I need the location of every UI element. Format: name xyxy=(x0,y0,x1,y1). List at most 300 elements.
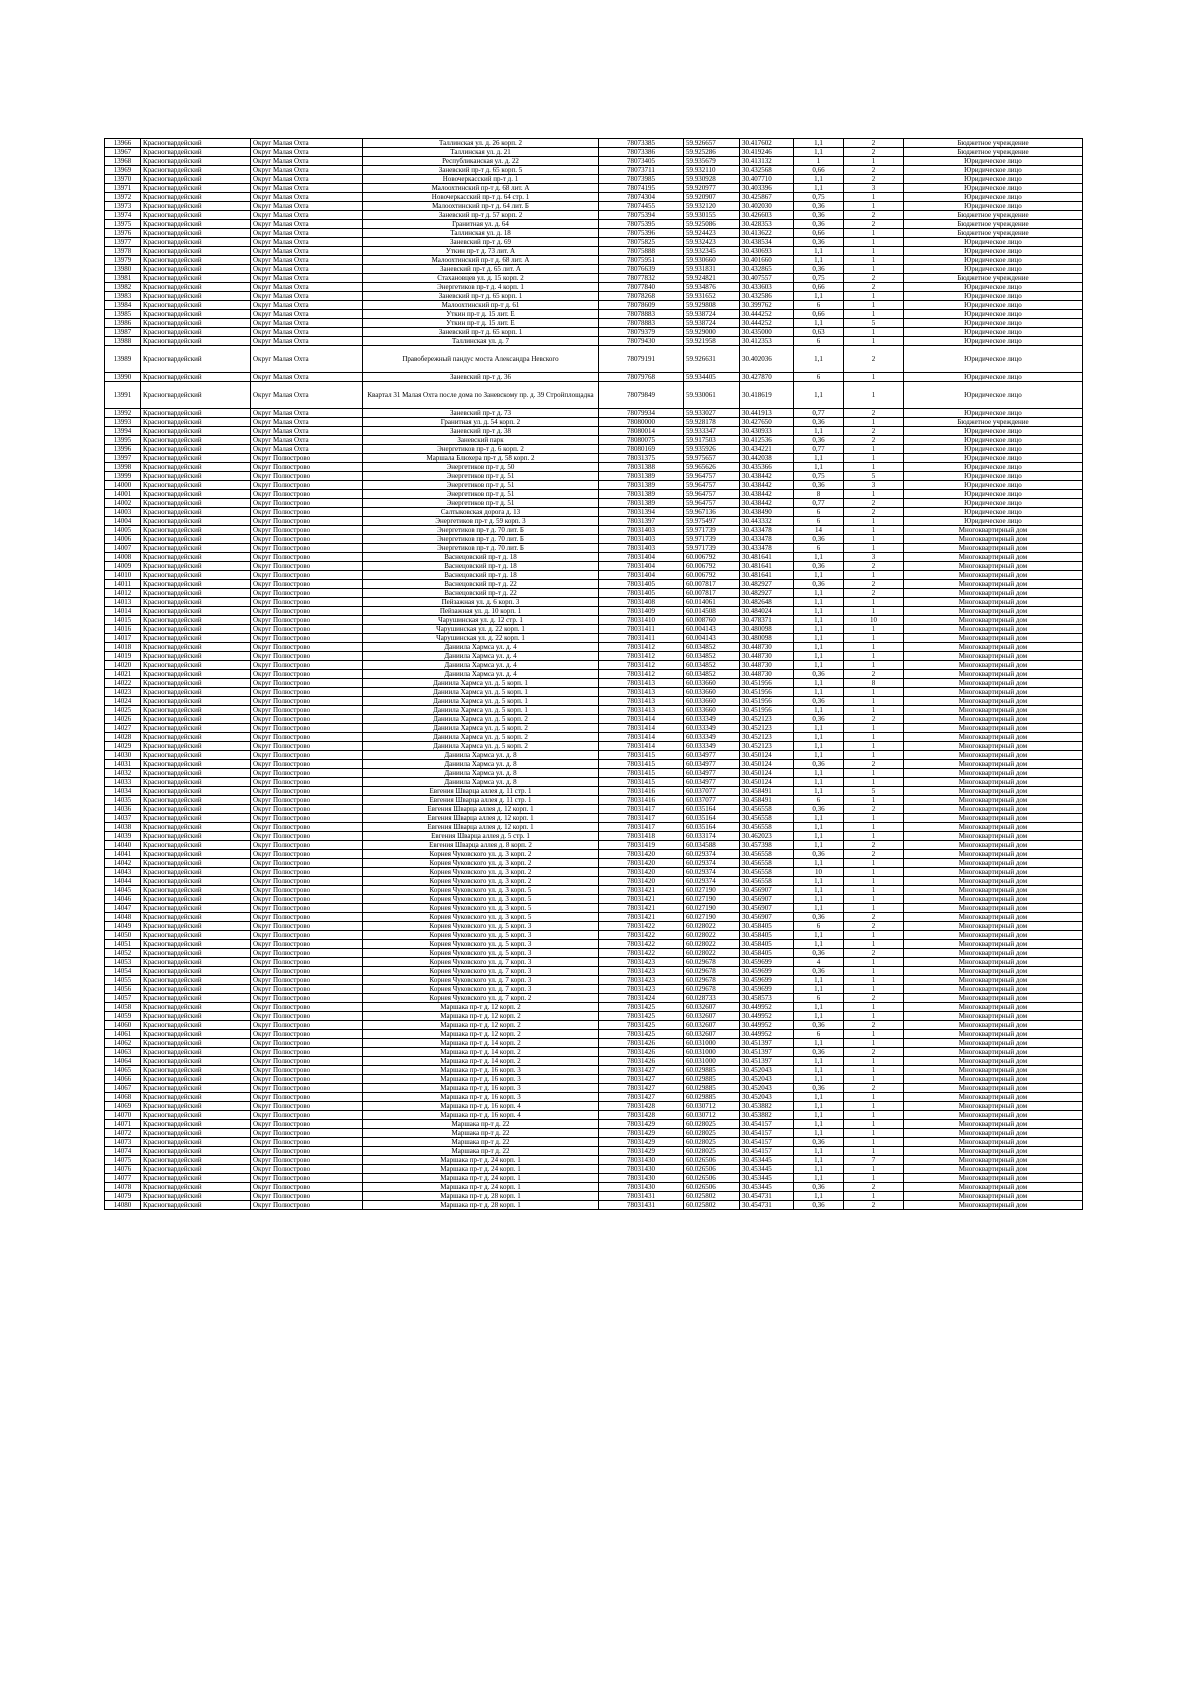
count-cell: 1 xyxy=(844,292,904,301)
address-cell: Маршака пр-т д. 14 корп. 2 xyxy=(363,1039,599,1048)
municipality-cell: Округ Малая Охта xyxy=(251,382,363,409)
owner-type-cell: Многоквартирный дом xyxy=(904,1021,1083,1030)
row-number-cell: 13967 xyxy=(105,148,141,157)
district-cell: Красногвардейский xyxy=(141,499,251,508)
object-code-cell: 78031423 xyxy=(599,985,684,994)
owner-type-cell: Многоквартирный дом xyxy=(904,1093,1083,1102)
row-number-cell: 14018 xyxy=(105,643,141,652)
address-cell: Маршака пр-т д. 22 xyxy=(363,1120,599,1129)
volume-cell: 0,36 xyxy=(794,1084,844,1093)
municipality-cell: Округ Полюстрово xyxy=(251,1075,363,1084)
table-row xyxy=(105,562,1083,571)
table-row xyxy=(105,418,1083,427)
owner-type-cell: Бюджетное учреждение xyxy=(904,148,1083,157)
count-cell: 1 xyxy=(844,193,904,202)
owner-type-cell: Бюджетное учреждение xyxy=(904,274,1083,283)
object-code-cell: 78077840 xyxy=(599,283,684,292)
object-code-cell: 78031394 xyxy=(599,508,684,517)
object-code-cell: 78031430 xyxy=(599,1165,684,1174)
table-row xyxy=(105,922,1083,931)
municipality-cell: Округ Малая Охта xyxy=(251,445,363,454)
count-cell: 1 xyxy=(844,634,904,643)
count-cell: 5 xyxy=(844,319,904,328)
municipality-cell: Округ Полюстрово xyxy=(251,895,363,904)
longitude-cell: 30.459699 xyxy=(740,958,794,967)
municipality-cell: Округ Полюстрово xyxy=(251,967,363,976)
address-cell: Таллинская ул. д. 26 корп. 2 xyxy=(363,139,599,148)
table-row xyxy=(105,247,1083,256)
count-cell: 1 xyxy=(844,571,904,580)
address-cell: Даниила Хармса ул. д. 4 xyxy=(363,670,599,679)
row-number-cell: 14058 xyxy=(105,1003,141,1012)
owner-type-cell: Многоквартирный дом xyxy=(904,913,1083,922)
address-cell: Корнея Чуковского ул. д. 3 корп. 2 xyxy=(363,859,599,868)
volume-cell: 1,1 xyxy=(794,625,844,634)
table-row xyxy=(105,1021,1083,1030)
latitude-cell: 60.031000 xyxy=(684,1048,740,1057)
count-cell: 1 xyxy=(844,688,904,697)
volume-cell: 0,36 xyxy=(794,697,844,706)
district-cell: Красногвардейский xyxy=(141,715,251,724)
volume-cell: 6 xyxy=(794,544,844,553)
municipality-cell: Округ Малая Охта xyxy=(251,139,363,148)
address-cell: Корнея Чуковского ул. д. 3 корп. 2 xyxy=(363,850,599,859)
volume-cell: 1,1 xyxy=(794,247,844,256)
table-row xyxy=(105,913,1083,922)
district-cell: Красногвардейский xyxy=(141,157,251,166)
latitude-cell: 59.935926 xyxy=(684,445,740,454)
table-row xyxy=(105,985,1083,994)
longitude-cell: 30.448730 xyxy=(740,670,794,679)
latitude-cell: 59.917503 xyxy=(684,436,740,445)
owner-type-cell: Многоквартирный дом xyxy=(904,859,1083,868)
district-cell: Красногвардейский xyxy=(141,256,251,265)
count-cell: 1 xyxy=(844,742,904,751)
count-cell: 1 xyxy=(844,202,904,211)
count-cell: 1 xyxy=(844,1111,904,1120)
district-cell: Красногвардейский xyxy=(141,1048,251,1057)
address-cell: Республиканская ул. д. 22 xyxy=(363,157,599,166)
count-cell: 10 xyxy=(844,616,904,625)
address-cell: Васнецовский пр-т д. 18 xyxy=(363,562,599,571)
row-number-cell: 14070 xyxy=(105,1111,141,1120)
municipality-cell: Округ Полюстрово xyxy=(251,1120,363,1129)
table-row xyxy=(105,805,1083,814)
count-cell: 1 xyxy=(844,1192,904,1201)
address-cell: Энергетиков пр-т д. 70 лит. Б xyxy=(363,544,599,553)
longitude-cell: 30.453445 xyxy=(740,1165,794,1174)
row-number-cell: 14047 xyxy=(105,904,141,913)
object-code-cell: 78031389 xyxy=(599,499,684,508)
object-code-cell: 78031415 xyxy=(599,760,684,769)
owner-type-cell: Многоквартирный дом xyxy=(904,1048,1083,1057)
longitude-cell: 30.438442 xyxy=(740,472,794,481)
row-number-cell: 14043 xyxy=(105,868,141,877)
owner-type-cell: Многоквартирный дом xyxy=(904,1201,1083,1210)
row-number-cell: 14048 xyxy=(105,913,141,922)
longitude-cell: 30.442038 xyxy=(740,454,794,463)
volume-cell: 6 xyxy=(794,373,844,382)
table-row xyxy=(105,184,1083,193)
municipality-cell: Округ Полюстрово xyxy=(251,958,363,967)
count-cell: 1 xyxy=(844,382,904,409)
latitude-cell: 59.932423 xyxy=(684,238,740,247)
row-number-cell: 14040 xyxy=(105,841,141,850)
latitude-cell: 60.006792 xyxy=(684,553,740,562)
object-code-cell: 78031427 xyxy=(599,1084,684,1093)
count-cell: 1 xyxy=(844,1147,904,1156)
longitude-cell: 30.441913 xyxy=(740,409,794,418)
address-cell: Уткин пр-т д. 73 лит. А xyxy=(363,247,599,256)
count-cell: 1 xyxy=(844,661,904,670)
latitude-cell: 60.033349 xyxy=(684,715,740,724)
owner-type-cell: Юридическое лицо xyxy=(904,517,1083,526)
municipality-cell: Округ Полюстрово xyxy=(251,814,363,823)
owner-type-cell: Юридическое лицо xyxy=(904,337,1083,346)
row-number-cell: 13981 xyxy=(105,274,141,283)
owner-type-cell: Бюджетное учреждение xyxy=(904,418,1083,427)
address-cell: Корнея Чуковского ул. д. 7 корп. 3 xyxy=(363,985,599,994)
table-row xyxy=(105,679,1083,688)
object-code-cell: 78073385 xyxy=(599,139,684,148)
volume-cell: 0,36 xyxy=(794,967,844,976)
row-number-cell: 14007 xyxy=(105,544,141,553)
row-number-cell: 13966 xyxy=(105,139,141,148)
count-cell: 1 xyxy=(844,490,904,499)
latitude-cell: 59.932345 xyxy=(684,247,740,256)
row-number-cell: 14073 xyxy=(105,1138,141,1147)
volume-cell: 1,1 xyxy=(794,571,844,580)
longitude-cell: 30.452123 xyxy=(740,724,794,733)
longitude-cell: 30.399762 xyxy=(740,301,794,310)
owner-type-cell: Юридическое лицо xyxy=(904,499,1083,508)
object-code-cell: 78031416 xyxy=(599,796,684,805)
object-code-cell: 78076639 xyxy=(599,265,684,274)
volume-cell: 0,77 xyxy=(794,409,844,418)
table-row xyxy=(105,634,1083,643)
latitude-cell: 60.034977 xyxy=(684,778,740,787)
longitude-cell: 30.449952 xyxy=(740,1012,794,1021)
district-cell: Красногвардейский xyxy=(141,463,251,472)
row-number-cell: 14080 xyxy=(105,1201,141,1210)
district-cell: Красногвардейский xyxy=(141,985,251,994)
longitude-cell: 30.452123 xyxy=(740,733,794,742)
municipality-cell: Округ Полюстрово xyxy=(251,1057,363,1066)
owner-type-cell: Многоквартирный дом xyxy=(904,1039,1083,1048)
district-cell: Красногвардейский xyxy=(141,1084,251,1093)
row-number-cell: 14042 xyxy=(105,859,141,868)
row-number-cell: 14025 xyxy=(105,706,141,715)
address-cell: Маршака пр-т д. 22 xyxy=(363,1147,599,1156)
latitude-cell: 60.033660 xyxy=(684,706,740,715)
longitude-cell: 30.456907 xyxy=(740,886,794,895)
object-code-cell: 78031414 xyxy=(599,724,684,733)
table-row xyxy=(105,598,1083,607)
count-cell: 2 xyxy=(844,1201,904,1210)
owner-type-cell: Многоквартирный дом xyxy=(904,688,1083,697)
row-number-cell: 13977 xyxy=(105,238,141,247)
object-code-cell: 78078883 xyxy=(599,319,684,328)
longitude-cell: 30.412353 xyxy=(740,337,794,346)
municipality-cell: Округ Полюстрово xyxy=(251,508,363,517)
municipality-cell: Округ Полюстрово xyxy=(251,1066,363,1075)
district-cell: Красногвардейский xyxy=(141,661,251,670)
longitude-cell: 30.453882 xyxy=(740,1102,794,1111)
owner-type-cell: Многоквартирный дом xyxy=(904,841,1083,850)
latitude-cell: 60.028025 xyxy=(684,1120,740,1129)
owner-type-cell: Многоквартирный дом xyxy=(904,904,1083,913)
volume-cell: 0,36 xyxy=(794,580,844,589)
volume-cell: 1,1 xyxy=(794,1156,844,1165)
object-code-cell: 78031397 xyxy=(599,517,684,526)
municipality-cell: Округ Полюстрово xyxy=(251,562,363,571)
latitude-cell: 60.029678 xyxy=(684,958,740,967)
address-cell: Уткин пр-т д. 15 лит. Е xyxy=(363,319,599,328)
row-number-cell: 14060 xyxy=(105,1021,141,1030)
latitude-cell: 60.008760 xyxy=(684,616,740,625)
count-cell: 1 xyxy=(844,463,904,472)
longitude-cell: 30.454157 xyxy=(740,1138,794,1147)
volume-cell: 0,36 xyxy=(794,760,844,769)
count-cell: 1 xyxy=(844,643,904,652)
table-row xyxy=(105,274,1083,283)
row-number-cell: 13986 xyxy=(105,319,141,328)
count-cell: 2 xyxy=(844,589,904,598)
latitude-cell: 59.925286 xyxy=(684,148,740,157)
longitude-cell: 30.459699 xyxy=(740,976,794,985)
address-cell: Маршака пр-т д. 22 xyxy=(363,1138,599,1147)
district-cell: Красногвардейский xyxy=(141,1012,251,1021)
table-row xyxy=(105,814,1083,823)
count-cell: 1 xyxy=(844,1012,904,1021)
longitude-cell: 30.459699 xyxy=(740,967,794,976)
volume-cell: 0,36 xyxy=(794,220,844,229)
object-code-cell: 78080000 xyxy=(599,418,684,427)
district-cell: Красногвардейский xyxy=(141,1138,251,1147)
object-code-cell: 78031424 xyxy=(599,994,684,1003)
owner-type-cell: Юридическое лицо xyxy=(904,310,1083,319)
address-cell: Пейзажная ул. д. 10 корп. 1 xyxy=(363,607,599,616)
municipality-cell: Округ Малая Охта xyxy=(251,229,363,238)
table-row xyxy=(105,211,1083,220)
owner-type-cell: Многоквартирный дом xyxy=(904,778,1083,787)
count-cell: 1 xyxy=(844,1093,904,1102)
object-code-cell: 78031413 xyxy=(599,688,684,697)
municipality-cell: Округ Полюстрово xyxy=(251,697,363,706)
address-cell: Гранитная ул. д. 54 корп. 2 xyxy=(363,418,599,427)
volume-cell: 1,1 xyxy=(794,1102,844,1111)
latitude-cell: 60.004143 xyxy=(684,634,740,643)
district-cell: Красногвардейский xyxy=(141,931,251,940)
address-cell: Маршака пр-т д. 28 корп. 1 xyxy=(363,1201,599,1210)
longitude-cell: 30.435366 xyxy=(740,463,794,472)
row-number-cell: 14052 xyxy=(105,949,141,958)
count-cell: 8 xyxy=(844,679,904,688)
owner-type-cell: Многоквартирный дом xyxy=(904,706,1083,715)
owner-type-cell: Многоквартирный дом xyxy=(904,562,1083,571)
address-cell: Маршака пр-т д. 12 корп. 2 xyxy=(363,1003,599,1012)
owner-type-cell: Многоквартирный дом xyxy=(904,580,1083,589)
latitude-cell: 59.965626 xyxy=(684,463,740,472)
district-cell: Красногвардейский xyxy=(141,337,251,346)
municipality-cell: Округ Полюстрово xyxy=(251,661,363,670)
count-cell: 1 xyxy=(844,724,904,733)
municipality-cell: Округ Полюстрово xyxy=(251,517,363,526)
municipality-cell: Округ Полюстрово xyxy=(251,607,363,616)
latitude-cell: 59.975657 xyxy=(684,454,740,463)
municipality-cell: Округ Полюстрово xyxy=(251,526,363,535)
table-row xyxy=(105,229,1083,238)
table-row xyxy=(105,688,1083,697)
longitude-cell: 30.452043 xyxy=(740,1075,794,1084)
count-cell: 2 xyxy=(844,850,904,859)
object-code-cell: 78079379 xyxy=(599,328,684,337)
row-number-cell: 13985 xyxy=(105,310,141,319)
volume-cell: 6 xyxy=(794,994,844,1003)
object-code-cell: 78031427 xyxy=(599,1075,684,1084)
municipality-cell: Округ Полюстрово xyxy=(251,616,363,625)
object-code-cell: 78031430 xyxy=(599,1156,684,1165)
district-cell: Красногвардейский xyxy=(141,202,251,211)
volume-cell: 1,1 xyxy=(794,1066,844,1075)
longitude-cell: 30.482927 xyxy=(740,589,794,598)
district-cell: Красногвардейский xyxy=(141,418,251,427)
district-cell: Красногвардейский xyxy=(141,751,251,760)
district-cell: Красногвардейский xyxy=(141,670,251,679)
table-row xyxy=(105,373,1083,382)
count-cell: 2 xyxy=(844,139,904,148)
count-cell: 1 xyxy=(844,454,904,463)
row-number-cell: 13993 xyxy=(105,418,141,427)
district-cell: Красногвардейский xyxy=(141,688,251,697)
table-row xyxy=(105,1165,1083,1174)
latitude-cell: 59.971739 xyxy=(684,526,740,535)
latitude-cell: 60.032607 xyxy=(684,1030,740,1039)
municipality-cell: Округ Полюстрово xyxy=(251,634,363,643)
latitude-cell: 60.034977 xyxy=(684,769,740,778)
object-code-cell: 78075396 xyxy=(599,229,684,238)
volume-cell: 6 xyxy=(794,922,844,931)
address-cell: Заневский пр-т д. 38 xyxy=(363,427,599,436)
object-code-cell: 78031389 xyxy=(599,490,684,499)
address-cell: Маршака пр-т д. 12 корп. 2 xyxy=(363,1012,599,1021)
owner-type-cell: Многоквартирный дом xyxy=(904,985,1083,994)
table-row xyxy=(105,661,1083,670)
owner-type-cell: Многоквартирный дом xyxy=(904,814,1083,823)
table-row xyxy=(105,940,1083,949)
latitude-cell: 59.930660 xyxy=(684,256,740,265)
address-cell: Корнея Чуковского ул. д. 7 корп. 3 xyxy=(363,967,599,976)
table-row xyxy=(105,481,1083,490)
row-number-cell: 14064 xyxy=(105,1057,141,1066)
district-cell: Красногвардейский xyxy=(141,1102,251,1111)
object-code-cell: 78031422 xyxy=(599,949,684,958)
address-cell: Евгения Шварца аллея д. 12 корп. 1 xyxy=(363,823,599,832)
count-cell: 2 xyxy=(844,562,904,571)
table-row xyxy=(105,850,1083,859)
row-number-cell: 14049 xyxy=(105,922,141,931)
latitude-cell: 59.930155 xyxy=(684,211,740,220)
count-cell: 1 xyxy=(844,625,904,634)
municipality-cell: Округ Полюстрово xyxy=(251,868,363,877)
address-cell: Даниила Хармса ул. д. 8 xyxy=(363,769,599,778)
row-number-cell: 13987 xyxy=(105,328,141,337)
object-code-cell: 78031422 xyxy=(599,940,684,949)
district-cell: Красногвардейский xyxy=(141,175,251,184)
district-cell: Красногвардейский xyxy=(141,904,251,913)
district-cell: Красногвардейский xyxy=(141,733,251,742)
latitude-cell: 60.028022 xyxy=(684,940,740,949)
address-cell: Васнецовский пр-т д. 22 xyxy=(363,580,599,589)
row-number-cell: 14056 xyxy=(105,985,141,994)
address-cell: Чарушинская ул. д. 22 корп. 1 xyxy=(363,634,599,643)
volume-cell: 0,36 xyxy=(794,805,844,814)
row-number-cell: 14014 xyxy=(105,607,141,616)
count-cell: 1 xyxy=(844,157,904,166)
latitude-cell: 59.934405 xyxy=(684,373,740,382)
volume-cell: 0,36 xyxy=(794,1048,844,1057)
longitude-cell: 30.481641 xyxy=(740,571,794,580)
address-cell: Даниила Хармса ул. д. 5 корп. 2 xyxy=(363,715,599,724)
district-cell: Красногвардейский xyxy=(141,967,251,976)
address-cell: Маршака пр-т д. 14 корп. 2 xyxy=(363,1048,599,1057)
count-cell: 7 xyxy=(844,1156,904,1165)
volume-cell: 1,1 xyxy=(794,976,844,985)
latitude-cell: 59.931831 xyxy=(684,265,740,274)
row-number-cell: 14011 xyxy=(105,580,141,589)
volume-cell: 1,1 xyxy=(794,463,844,472)
row-number-cell: 13978 xyxy=(105,247,141,256)
address-cell: Евгения Шварца аллея д. 8 корп. 2 xyxy=(363,841,599,850)
table-row xyxy=(105,616,1083,625)
table-row xyxy=(105,796,1083,805)
latitude-cell: 60.034852 xyxy=(684,652,740,661)
district-cell: Красногвардейский xyxy=(141,580,251,589)
longitude-cell: 30.449952 xyxy=(740,1021,794,1030)
table-row xyxy=(105,436,1083,445)
owner-type-cell: Многоквартирный дом xyxy=(904,1111,1083,1120)
owner-type-cell: Многоквартирный дом xyxy=(904,697,1083,706)
volume-cell: 0,75 xyxy=(794,274,844,283)
count-cell: 3 xyxy=(844,481,904,490)
longitude-cell: 30.457398 xyxy=(740,841,794,850)
municipality-cell: Округ Полюстрово xyxy=(251,1030,363,1039)
volume-cell: 1,1 xyxy=(794,454,844,463)
address-cell: Маршака пр-т д. 28 корп. 1 xyxy=(363,1192,599,1201)
longitude-cell: 30.401660 xyxy=(740,256,794,265)
volume-cell: 0,36 xyxy=(794,211,844,220)
volume-cell: 1,1 xyxy=(794,256,844,265)
latitude-cell: 59.926657 xyxy=(684,139,740,148)
table-row xyxy=(105,544,1083,553)
owner-type-cell: Юридическое лицо xyxy=(904,301,1083,310)
longitude-cell: 30.454731 xyxy=(740,1192,794,1201)
district-cell: Красногвардейский xyxy=(141,859,251,868)
row-number-cell: 13983 xyxy=(105,292,141,301)
owner-type-cell: Юридическое лицо xyxy=(904,427,1083,436)
longitude-cell: 30.458405 xyxy=(740,940,794,949)
volume-cell: 1,1 xyxy=(794,184,844,193)
municipality-cell: Округ Полюстрово xyxy=(251,823,363,832)
count-cell: 2 xyxy=(844,211,904,220)
municipality-cell: Округ Полюстрово xyxy=(251,832,363,841)
address-cell: Таллинская ул. д. 7 xyxy=(363,337,599,346)
object-code-cell: 78031389 xyxy=(599,472,684,481)
row-number-cell: 14061 xyxy=(105,1030,141,1039)
volume-cell: 1,1 xyxy=(794,931,844,940)
latitude-cell: 60.033349 xyxy=(684,733,740,742)
table-row xyxy=(105,832,1083,841)
